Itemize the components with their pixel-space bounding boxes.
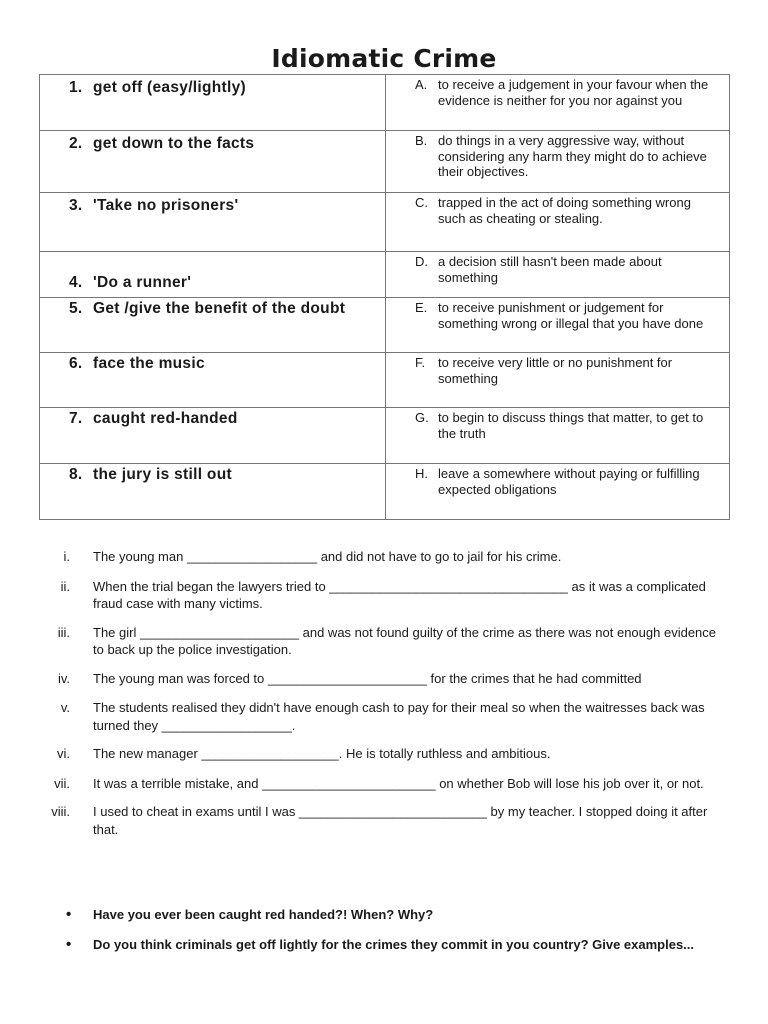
- definition-text: to receive very little or no punishment for something: [438, 355, 673, 386]
- idiom-text: get down to the facts: [93, 135, 255, 152]
- definition-letter: D.: [415, 254, 428, 269]
- table-row: [40, 131, 730, 193]
- definition-letter: H.: [415, 466, 428, 481]
- definition-cell: [386, 408, 730, 464]
- definition-cell: [386, 252, 730, 298]
- discussion-questions: [66, 906, 716, 954]
- idiom-text: 'Do a runner': [93, 274, 192, 291]
- table-row: [40, 464, 730, 520]
- definition-text: do things in a very aggressive way, without considering any harm they might do to achieve their objectives.: [438, 133, 707, 179]
- idiom-cell: [40, 131, 386, 193]
- table-row: [40, 353, 730, 408]
- definition-cell: [386, 193, 730, 252]
- definition-cell: [386, 131, 730, 193]
- idiom-cell: [40, 464, 386, 520]
- sentence-text: The young man __________________ and did not have to go to jail for his crime.: [93, 549, 562, 564]
- sentence-text: The girl ______________________ and was not found guilty of the crime as there was not enough evidence to back up the police investigation.: [93, 624, 717, 657]
- definition-text: trapped in the act of doing something wrong such as cheating or stealing.: [438, 195, 691, 226]
- sentence-item: [40, 670, 730, 688]
- idiom-number: 4.: [69, 274, 83, 291]
- idiom-text: caught red-handed: [93, 410, 238, 427]
- definition-text: to receive a judgement in your favour when the evidence is neither for you nor against you: [438, 77, 709, 108]
- bullet-icon: •: [66, 906, 72, 923]
- definition-cell: [386, 75, 730, 131]
- sentence-text: I used to cheat in exams until I was __________________________ by my teacher. I stopped doing it after that.: [93, 804, 708, 837]
- matching-table: [39, 74, 730, 520]
- idiom-cell: [40, 252, 386, 298]
- definition-cell: [386, 353, 730, 408]
- idiom-number: 8.: [69, 466, 83, 483]
- definition-text: leave a somewhere without paying or fulfilling expected obligations: [438, 466, 700, 497]
- discussion-question: [66, 936, 716, 954]
- idiom-number: 5.: [69, 300, 83, 317]
- gap-fill-sentences: [40, 548, 730, 838]
- definition-text: to begin to discuss things that matter, to get to the truth: [438, 410, 704, 441]
- discussion-question: [66, 906, 716, 924]
- sentence-text: The students realised they didn't have enough cash to pay for their meal so when the waitresses back was turned they __________________.: [93, 700, 705, 733]
- idiom-cell: [40, 193, 386, 252]
- idiom-number: 3.: [69, 197, 83, 214]
- sentence-number: i.: [63, 549, 70, 564]
- sentence-item: [40, 699, 730, 734]
- sentence-number: viii.: [51, 804, 70, 819]
- idiom-text: the jury is still out: [93, 466, 232, 483]
- sentence-number: iii.: [57, 624, 70, 640]
- definition-text: to receive punishment or judgement for something wrong or illegal that you have done: [438, 300, 704, 331]
- sentence-item: [40, 803, 730, 838]
- sentence-item: [40, 578, 730, 613]
- idiom-cell: [40, 408, 386, 464]
- definition-cell: [386, 298, 730, 353]
- idiom-number: 7.: [69, 410, 83, 427]
- definition-cell: [386, 464, 730, 520]
- sentence-text: It was a terrible mistake, and ________________________ on whether Bob will lose his job over it, or not.: [93, 775, 704, 791]
- definition-letter: F.: [415, 355, 426, 370]
- sentence-text: The young man was forced to ______________________ for the crimes that he had committed: [93, 670, 642, 686]
- page-title: Idiomatic Crime: [271, 44, 497, 73]
- sentence-text: When the trial began the lawyers tried to _________________________________ as it was a complicated fraud case with many victims.: [93, 578, 706, 611]
- idiom-text: 'Take no prisoners': [93, 197, 239, 214]
- table-row: [40, 408, 730, 464]
- table-row: [40, 298, 730, 353]
- definition-text: a decision still hasn't been made about something: [438, 254, 662, 285]
- idiom-text: face the music: [93, 355, 205, 372]
- sentence-number: vi.: [57, 746, 70, 761]
- sentence-item: [40, 624, 730, 659]
- definition-letter: C.: [415, 195, 428, 210]
- sentence-number: ii.: [60, 578, 70, 594]
- idiom-number: 2.: [69, 135, 83, 152]
- table-row: [40, 252, 730, 298]
- definition-letter: A.: [415, 77, 428, 92]
- sentence-number: vii.: [54, 775, 70, 791]
- table-row: [40, 75, 730, 131]
- idiom-text: Get /give the benefit of the doubt: [93, 300, 346, 317]
- question-text: Do you think criminals get off lightly for the crimes they commit in you country? Give examples...: [93, 937, 695, 952]
- idiom-text: get off (easy/lightly): [93, 79, 247, 96]
- idiom-number: 6.: [69, 355, 83, 372]
- idiom-cell: [40, 353, 386, 408]
- idiom-number: 1.: [69, 79, 83, 96]
- sentence-item: [40, 775, 730, 793]
- bullet-icon: •: [66, 936, 72, 953]
- sentence-item: [40, 548, 730, 566]
- idiom-cell: [40, 298, 386, 353]
- sentence-number: v.: [60, 700, 70, 715]
- sentence-text: The new manager ___________________. He is totally ruthless and ambitious.: [93, 746, 551, 761]
- definition-letter: E.: [415, 300, 428, 315]
- definition-letter: B.: [415, 133, 428, 148]
- definition-letter: G.: [415, 410, 429, 425]
- idiom-cell: [40, 75, 386, 131]
- sentence-item: [40, 745, 730, 763]
- question-text: Have you ever been caught red handed?! When? Why?: [93, 907, 434, 922]
- table-row: [40, 193, 730, 252]
- sentence-number: iv.: [57, 670, 70, 686]
